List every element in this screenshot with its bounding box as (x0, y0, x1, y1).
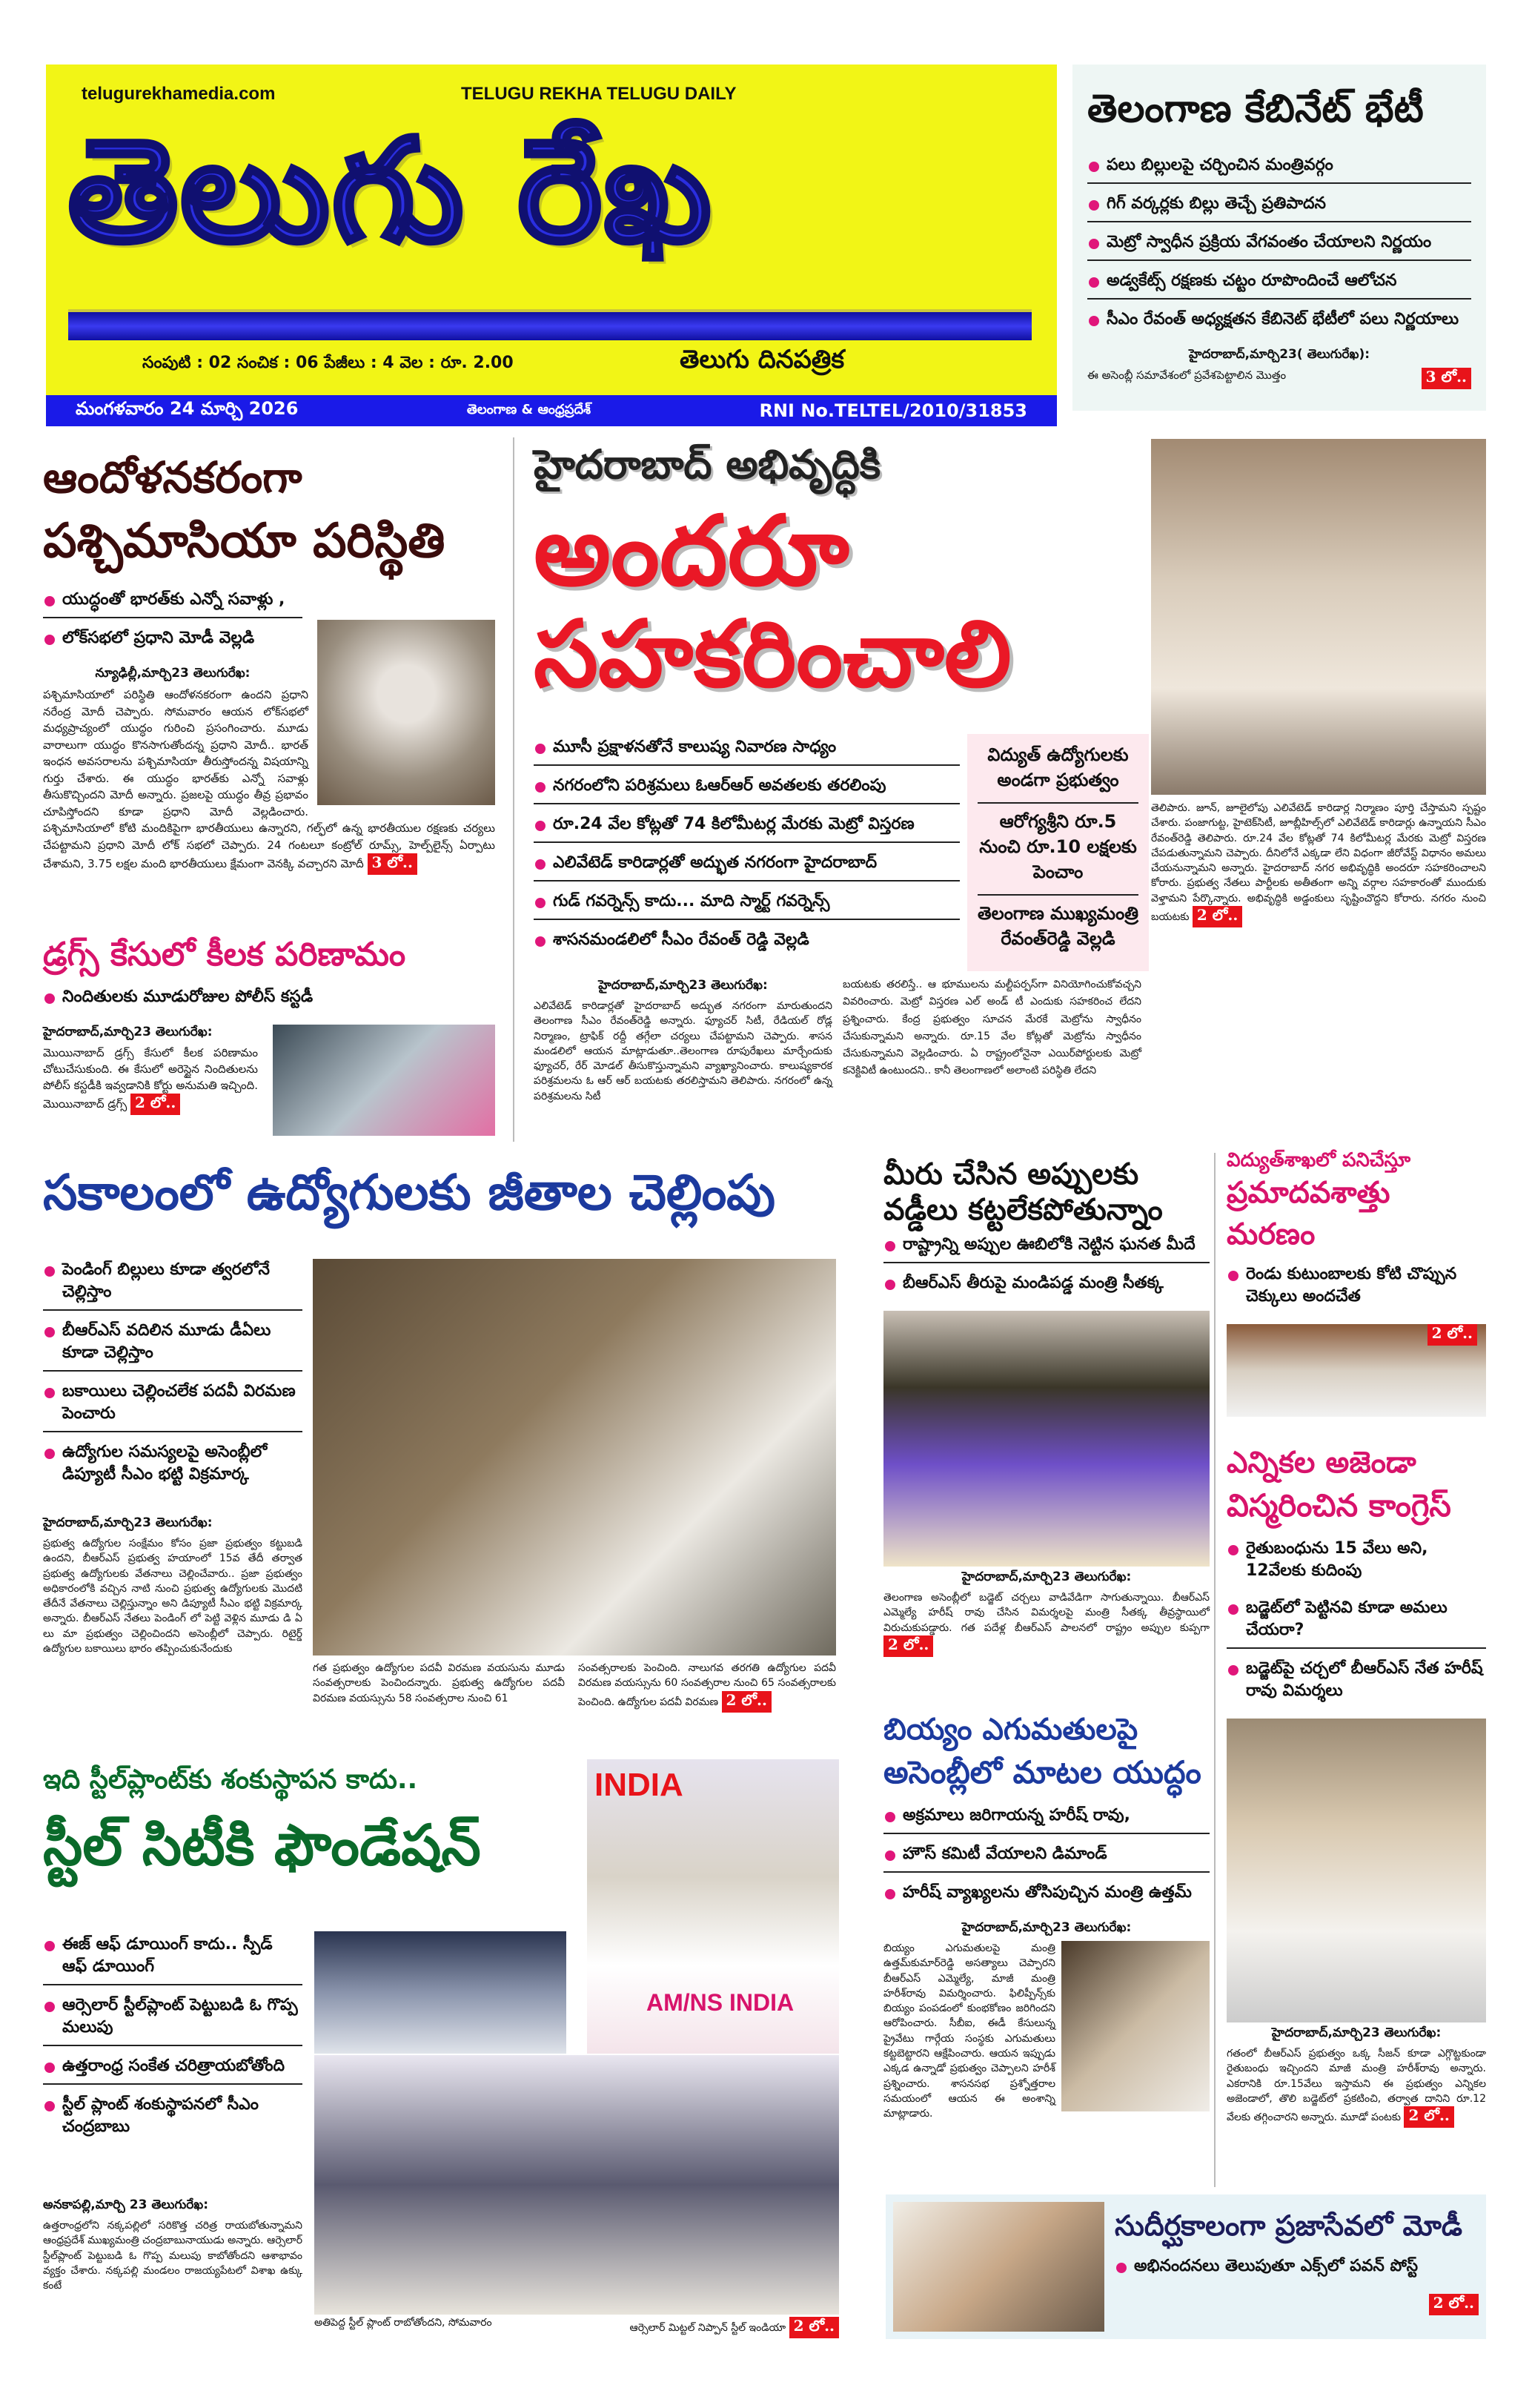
banner-text: INDIA (594, 1767, 683, 1803)
drugs-story (43, 936, 495, 1115)
continued-link[interactable]: 2 లో.. (1427, 1324, 1477, 1346)
column-divider (513, 437, 514, 1142)
modi-photo (317, 620, 495, 805)
bullet: రెండు కుటుంబాలకు కోటి చొప్పున చెక్కులు అందచేత (1227, 1265, 1486, 1314)
bullet: అభినందనలు తెలుపుతూ ఎక్స్‌లో పవన్ పోస్ట్ (1115, 2257, 1479, 2283)
headline-line2: విస్మరించిన కాంగ్రెస్ (1227, 1487, 1451, 1524)
accident-story (1227, 1149, 1486, 1417)
modi-pawan-photo (893, 2202, 1104, 2332)
headline: డ్రగ్స్ కేసులో కీలక పరిణామం (43, 936, 406, 973)
dateline: హైదరాబాద్,మార్చి23 తెలుగురేఖ: (961, 1570, 1132, 1584)
body: గత ప్రభుత్వం ఉద్యోగుల పదవీ విరమణ వయసును మూడు సంవత్సరాలకు పెంచిందన్నారు. ప్రభుత్వ ఉద్యోగుల పదవీ విరమణ వయస్సును 58 సంవత్సరాల నుంచి 61 (313, 1662, 565, 1704)
lead-bullets (534, 738, 960, 968)
bullet: ఉత్తరాంధ్ర సంకేత చరిత్రాయబోతోంది (43, 2057, 302, 2085)
salary-body-continued (578, 1661, 836, 1713)
issue-info: సంపుటి : 02 సంచిక : 06 పేజీలు : 4 వెల : రూ. 2.00 (142, 354, 514, 372)
seethakka-photo (883, 1311, 1210, 1567)
dateline: హైదరాబాద్,మార్చి23 తెలుగురేఖ: (43, 1515, 213, 1530)
cheque-photo (1227, 1324, 1486, 1417)
tagline: తెలుగు దినపత్రిక (680, 345, 845, 374)
body: బియ్యం ఎగుమతులపై మంత్రి ఉత్తమ్‌కుమార్‌రెడ్డి అసత్యాలు చెప్పారని బీఆర్ఎస్ ఎమ్మెల్యే, మాజీ మంత్రి హరీశ్‌రావు విమర్శించారు. ఫిలిప్పీన్స్‌కు బియ్యం పంపడంలో కుంభకోణం జరిగిందని ఆరోపించారు. సీబీఐ, ఈడీ కేసులున్న ప్రైవేటు గార్గేయ సంస్థకు ఎగుమతులు కట్టబెట్టారని ఆక్షేపించారు. ఆయన ఇప్పుడు ఎక్కడ ఉన్నాడో ప్రభుత్వం చెప్పాలని హరీశ్ ప్రశ్నించారు. శాసనసభ ప్రశ్నోత్తరాల సమయంలో ఆయన ఈ అంశాన్ని మాట్లాడారు. (883, 1942, 1055, 2120)
body: గతంలో బీఆర్ఎస్ ప్రభుత్వం ఒక్క సీజన్ కూడా ఎగ్గొట్టకుండా రైతుబంధు ఇచ్చిందని మాజీ మంత్రి హరీశ్‌రావు అన్నారు. ఎకరానికి రూ.15వేలు ఇస్తామని ఈ ప్రభుత్వం ఎన్నికల అజెండాలో, తొలి బడ్జెట్‌లో ప్రకటించి, తర్వాత దానిని రూ.12 వేలకు తగ్గించారని అన్నారు. మూడో పంటకు (1227, 2048, 1486, 2124)
date-bar (46, 395, 1057, 426)
logo-underline (68, 309, 1032, 340)
headline-line2: అసెంబ్లీలో మాటల యుద్ధం (883, 1754, 1201, 1790)
logo: తెలుగు రేఖ (68, 109, 714, 273)
bullet: పెండింగ్ బిల్లులు కూడా త్వరలోనే చెల్లిస్తాం (43, 1260, 302, 1311)
bullet: గుడ్ గవర్నెన్స్ కాదు... మాది స్మార్ట్ గవర్నెన్స్ (534, 892, 960, 920)
dateline: అనకాపల్లి,మార్చి 23 తెలుగురేఖ: (43, 2197, 209, 2212)
kicker: హైదరాబాద్ అభివృద్ధికి (534, 441, 881, 488)
continued-link[interactable]: 2 లో.. (722, 1691, 772, 1713)
bullet: రైతుబంధును 15 వేలు అని, 12వేలకు కుదింపు (1227, 1539, 1486, 1588)
body: ఎలివేటెడ్ కారిడార్లతో హైదరాబాద్ అద్భుత నగరంగా మారుతుందని తెలంగాణ సీఎం రేవంత్‌రెడ్డి అన్నారు. ఫ్యూచర్ సిటీ, రేడియల్ రోడ్ల నిర్మాణం, ట్రాఫిక్ రద్దీ తగ్గేలా చర్యలు చేపట్టామని చెప్పారు. శాసన మండలిలో ఆయన మాట్లాడుతూ..తెలంగాణ రూపురేఖలు మార్చేందుకు ఫ్యూచర్, రేర్ మోడల్ తీసుకొస్తున్నామని వ్యాఖ్యానించారు. కాలుష్యకారక పరిశ్రమలను ఓ ఆర్ ఆర్ బయటకు తరలిస్తామని తెలిపారు. నగరంలో ఉన్న పరిశ్రమలను సిటీ (534, 1000, 832, 1102)
bullet: ఎలివేటెడ్ కారిడార్లతో అద్భుత నగరంగా హైదరాబాద్ (534, 853, 960, 882)
bullet: రాష్ట్రాన్ని అప్పుల ఊబిలోకి నెట్టిన ఘనత మీదే (883, 1235, 1210, 1263)
seethakka-story (883, 1157, 1210, 1657)
lead-body (534, 975, 1141, 1104)
podium-sign: AM/NS INDIA (646, 1989, 795, 2016)
bullet: బకాయిలు చెల్లించలేక పదవీ విరమణ పెంచారు (43, 1382, 302, 1432)
steel-body (43, 2194, 302, 2293)
bullet: లోక్‌సభలో ప్రధాని మోడీ వెల్లడి (43, 629, 302, 655)
body: బయటకు తరలిస్తే.. ఆ భూములను మల్టీపర్పస్‌గా వినియోగించుకోవచ్చని వివరించారు. మెట్రో విస్తరణ ఎల్ అండ్ టీ ఎందుకు సహకరించ లేదని ప్రశ్నించారు. కేంద్ర ప్రభుత్వం సూచన మేరకే మెట్రోను స్వాధీనం చేసుకున్నామని అన్నారు. రూ.15 వేల కోట్లతో మెట్రోను స్వాధీనం చేసుకున్నామని వెల్లడించారు. ఏ రాష్ట్రంలోనైనా ఎయిర్‌పోర్టులకు మెట్రో కనెక్టివిటీ ఉంటుందని.. కానీ తెలంగాణలో అలాంటి పరిస్థితి లేదని (843, 979, 1141, 1077)
bullet: బీఆర్ఎస్ వదిలిన మూడు డీఏలు కూడా చెల్లిస్తాం (43, 1321, 302, 1372)
bullet: బడ్జెట్‌పై చర్చలో బీఆర్ఎస్ నేత హరీష్ రావు విమర్శలు (1227, 1659, 1486, 1708)
bhatti-photo (313, 1259, 836, 1656)
steel-story (43, 1764, 577, 1892)
bullet: స్టీల్ ప్లాంట్ శంకుస్థాపనలో సీఎం చంద్రబాబు (43, 2095, 302, 2144)
bullet: పలు బిల్లులపై చర్చించిన మంత్రివర్గం (1087, 156, 1471, 184)
rice-story (883, 1713, 1210, 2122)
body: పశ్చిమాసియాలో పరిస్థితి ఆందోళనకరంగా ఉందని ప్రధాని నరేంద్ర మోదీ చెప్పారు. సోమవారం ఆయన లోక్‌సభలో మధ్యప్రాచ్యంలో యుద్ధం గురించి ప్రసంగించారు. మూడు వారాలుగా యుద్ధం కొనసాగుతోందన్న ప్రధాని మోదీ.. భారత్ ఇంధన అవసరాలను పశ్చిమాసియా తీరుస్తోందన్న విషయాన్ని గుర్తు చేశారు. ఈ యుద్ధం భారత్‌కు ఎన్నో సవాళ్లు తీసుకొచ్చిందని మోదీ అన్నారు. ప్రజలపై యుద్ధం తీవ్ర ప్రభావం చూపిస్తోందని కూడా ప్రధాని మోదీ వెల్లడించారు. పశ్చిమాసియాలో కోటి మందికిపైగా భారతీయులు ఉన్నారని, గల్ఫ్‌లో ఉన్న భారతీయుల రక్షణకు చర్యలు చేపట్టామని ప్రధాని మోదీ లోక్ సభలో చెప్పారు. 24 గంటలూ కంట్రోల్ రూమ్స్, హెల్ప్‌లైన్స్ ఏర్పాటు చేశామని, 3.75 లక్షల మంది భారతీయులు క్షేమంగా వెనక్కి వచ్చారని మోదీ (43, 688, 495, 870)
side-point: ఆరోగ్యశ్రీని రూ.5 నుంచి రూ.10 లక్షలకు పెంచాం (978, 811, 1138, 896)
lead-sidebar (967, 734, 1149, 971)
modi-story (886, 2194, 1486, 2339)
dateline: హైదరాబాద్,మార్చి23 తెలుగురేఖ: (1271, 2025, 1442, 2040)
bullet: ఈజ్ ఆఫ్ డూయింగ్ కాదు.. స్పీడ్ ఆఫ్ డూయింగ్ (43, 1935, 302, 1985)
dateline: హైదరాబాద్,మార్చి23( తెలుగురేఖ): (1188, 347, 1370, 362)
bullet: మెట్రో స్వాధీన ప్రక్రియ వేగవంతం చేయాలని నిర్ణయం (1087, 233, 1471, 261)
bullet: బడ్జెట్‌లో పెట్టినవి కూడా అమలు చేయరా? (1227, 1598, 1486, 1649)
continued-link[interactable]: 2 లో.. (789, 2317, 839, 2338)
body: తెలంగాణ అసెంబ్లీలో బడ్జెట్ చర్చలు వాడివేడిగా సాగుతున్నాయి. బీఆర్ఎస్ ఎమ్మెల్యే హరీష్ రావు చేసిన విమర్శలపై మంత్రి సీతక్క తీవ్రస్థాయిలో విరుచుకుపడ్డారు. గత పదేళ్ల బీఆర్ఎస్ పాలనలో రాష్ట్రం అప్పుల కుప్పగా (883, 1592, 1210, 1634)
headline-line1: బియ్యం ఎగుమతులపై (883, 1713, 1138, 1747)
bullet: అడ్వకేట్స్ రక్షణకు చట్టం రూపొందించే ఆలోచన (1087, 271, 1471, 300)
body: ఈ అసెంబ్లీ సమావేశంలో ప్రవేశపెట్టాలిన మొత్తం (1087, 368, 1287, 382)
kicker: ఇది స్టీల్‌ప్లాంట్‌కు శంకుస్థాపన కాదు.. (43, 1764, 418, 1795)
body: తెలిపారు. జూన్, జూలైలోపు ఎలివేటెడ్ కారిడార్ల నిర్మాణం పూర్తి చేస్తామని స్పష్టం చేశారు. పంజాగుట్ట, హైటెక్‌సిటీ, జూబ్లీహిల్స్‌లో ఎలివేటెడ్ కారిడార్లు ఉన్నాయని సీఎం రేవంత్‌రెడ్డి తెలిపారు. రూ.24 వేల కోట్లతో 74 కిలోమీటర్ల మేరకు మెట్రో విస్తరణ చేపడుతున్నామని చెప్పారు. దీనిలోనే ఎక్కడా లేని విధంగా జీరోవేస్ట్ విధానం అమలు చేయనున్నామని అన్నారు. హైదరాబాద్ నగర అభివృద్ధికి అందరూ సహకరించాలని కోరారు. ప్రభుత్వ నేతలు పార్టీలకు అతీతంగా అన్ని వర్గాల సహకారంతో ముందుకు వెళ్తామని పేర్కొన్నారు. అభివృద్ధికి అడ్డంకులు సృష్టించొద్దని కోరారు. నగరం నుంచి బయటకు (1151, 802, 1486, 924)
body: ఉత్తరాంధ్రలోని నక్కపల్లిలో సరికొత్త చరిత్ర రాయబోతున్నామని ఆంధ్రప్రదేశ్ ముఖ్యమంత్రి చంద్రబాబునాయుడు అన్నారు. ఆర్సెలార్ స్టీల్‌ప్లాంట్ పెట్టుబడి ఓ గొప్ప మలుపు కాబోతోందని ఆశాభావం వ్యక్తం చేశారు. నక్కపల్లి మండలం రాజయ్యపేటలో విశాఖ ఉక్కు కంటే (43, 2220, 302, 2292)
bullet: మూసీ ప్రక్షాళనతోనే కాలుష్య నివారణ సాధ్యం (534, 738, 960, 766)
headline-line1: అందరూ (534, 494, 849, 607)
states: తెలంగాణ & ఆంధ్రప్రదేశ్ (466, 401, 591, 417)
bullet: అక్రమాలు జరిగాయన్న హరీష్ రావు, (883, 1806, 1210, 1834)
masthead (46, 64, 1057, 395)
drugs-photo (273, 1025, 495, 1136)
bullet: హరీష్ వ్యాఖ్యలను తోసిపుచ్చిన మంత్రి ఉత్తమ్ (883, 1883, 1210, 1910)
bullet: గిగ్ వర్కర్లకు బిల్లు తెచ్చే ప్రతిపాదన (1087, 194, 1471, 222)
salary-bullets (43, 1260, 302, 1502)
website[interactable]: telugurekhamedia.com (82, 84, 276, 104)
salary-body (43, 1512, 302, 1656)
dateline: హైదరాబాద్,మార్చి23 తెలుగురేఖ: (43, 1025, 213, 1039)
steel-bullets (43, 1935, 302, 2154)
headline-line2: పశ్చిమాసియా పరిస్థితి (43, 514, 445, 569)
steel-captions (314, 2317, 839, 2338)
side-point: తెలంగాణ ముఖ్యమంత్రి రేవంత్‌రెడ్డి వెల్లడి (978, 903, 1139, 949)
headline: స్టీల్ సిటీకి ఫౌండేషన్ (43, 1812, 481, 1878)
group-photo (314, 2055, 839, 2315)
continued-link[interactable]: 2 లో.. (1193, 906, 1242, 927)
headline-line1: ఆందోళనకరంగా (43, 452, 302, 503)
uttam-photo (1061, 1941, 1210, 2111)
kicker: విద్యుత్‌శాఖలో పనిచేస్తూ (1227, 1149, 1411, 1171)
body: సంవత్సరాలకు పెంచింది. నాలుగవ తరగతి ఉద్యోగుల పదవీ విరమణ వయస్సును 60 సంవత్సరాల నుంచి 65 సంవత్సరాలకు పెంచింది. ఉద్యోగుల పదవీ విరమణ (578, 1662, 836, 1708)
bullet: ఆర్సెలార్ స్టీల్‌ప్లాంట్ పెట్టుబడి ఓ గొప్ప మలుపు (43, 1996, 302, 2046)
bullet: యుద్ధంతో భారత్‌కు ఎన్నో సవాళ్లు , (43, 590, 302, 618)
revanth-photo (1151, 439, 1486, 795)
headline: మీరు చేసిన అప్పులకు వడ్డీలు కట్టలేకపోతున్నాం (883, 1157, 1163, 1227)
salary-headline: సకాలంలో ఉద్యోగులకు జీతాల చెల్లింపు (43, 1164, 776, 1221)
bullet: నగరంలోని పరిశ్రమలు ఓఆర్ఆర్ అవతలకు తరలింపు (534, 776, 960, 804)
westasia-story (43, 452, 495, 875)
body: అతిపెద్ద స్టీల్ ప్లాంట్ రాబోతోందని, సోమవారం (314, 2317, 492, 2329)
bullet: రూ.24 వేల కోట్లతో 74 కిలోమీటర్ల మేరకు మెట్రో విస్తరణ (534, 815, 960, 843)
english-name: TELUGU REKHA TELUGU DAILY (461, 84, 737, 104)
body: మొయినాబాద్ డ్రగ్స్ కేసులో కీలక పరిణామం చోటుచేసుకుంది. ఈ కేసులో అరెస్టైన నిందితులను పోలీస్ కస్టడీకి ఇవ్వడానికి కోర్టు అనుమతి ఇచ్చింది. మొయినాబాద్ డ్రగ్స్ (43, 1046, 258, 1111)
headline: తెలంగాణ కేబినేట్ భేటీ (1087, 87, 1424, 131)
rni-number: RNI No.TELTEL/2010/31853 (759, 400, 1027, 421)
chandrababu-photo (587, 1759, 839, 2054)
headline-line2: సహకరించాలి (534, 601, 1012, 708)
plant-photo (314, 1931, 566, 2054)
lead-body-continued (1151, 801, 1486, 927)
dateline: న్యూఢిల్లీ,మార్చి23 తెలుగురేఖ: (95, 666, 251, 681)
continued-link[interactable]: 2 లో.. (1404, 2106, 1453, 2128)
continued-link[interactable]: 2 లో.. (883, 1635, 933, 1657)
body: ప్రభుత్వ ఉద్యోగుల సంక్షేమం కోసం ప్రజా ప్రభుత్వం కట్టుబడి ఉందని, బీఆర్ఎస్ ప్రభుత్వ హయాంలో 15వ తేదీ తర్వాత ప్రభుత్వ ఉద్యోగులకు వేతనాలు చెల్లించేవారు.. ప్రజా ప్రభుత్వం అధికారంలోకి వచ్చిన నాటి నుంచి ప్రభుత్వ ఉద్యోగులకు మొదటి తేదీనే వేతనాలు చెల్లిస్తున్నాం అని డిప్యూటీ సీఎం భట్టి విక్రమార్క అన్నారు. బీఆర్ఎస్ నేతలు పెండింగ్ లో పెట్టి వెళ్లిన మూడు డి ఏ లు మా ప్రభుత్వం చెల్లించిందని అసెంబ్లీలో చెప్పారు. రిటైర్డ్ ఉద్యోగుల బకాయిలు భారం తప్పించుకునేందుకు (43, 1538, 302, 1656)
headline: ప్రమాదవశాత్తు మరణం (1227, 1176, 1390, 1251)
headline-line1: ఎన్నికల అజెండా (1227, 1446, 1416, 1480)
bullet: నిందితులకు మూడురోజుల పోలీస్ కస్టడీ (43, 988, 495, 1014)
lead-story (534, 441, 1149, 708)
side-point: విద్యుత్ ఉద్యోగులకు అండగా ప్రభుత్వం (978, 744, 1138, 804)
bullet: బీఆర్ఎస్ తీరుపై మండిపడ్డ మంత్రి సీతక్క (883, 1274, 1210, 1300)
harish-photo (1227, 1719, 1486, 2022)
continued-link[interactable]: 2 లో.. (1429, 2294, 1479, 2315)
bullet: సీఎం రేవంత్ అధ్యక్షతన కేబినెట్ భేటీలో పలు నిర్ణయాలు (1087, 310, 1471, 337)
column-divider (1214, 1153, 1216, 2187)
bullet: శాసనమండలిలో సీఎం రేవంత్ రెడ్డి వెల్లడి (534, 930, 960, 957)
continued-link[interactable]: 3 లో.. (1422, 368, 1471, 389)
headline: సుదీర్ఘకాలంగా ప్రజాసేవలో మోడీ (1115, 2209, 1462, 2242)
date: మంగళవారం 24 మార్చి 2026 (76, 398, 299, 419)
continued-link[interactable]: 2 లో.. (130, 1094, 180, 1115)
bullet: హౌస్ కమిటీ వేయాలని డిమాండ్ (883, 1845, 1210, 1873)
dateline: హైదరాబాద్,మార్చి23 తెలుగురేఖ: (598, 978, 768, 993)
cabinet-story (1072, 64, 1486, 411)
dateline: హైదరాబాద్,మార్చి23 తెలుగురేఖ: (961, 1920, 1132, 1935)
continued-link[interactable]: 3 లో.. (368, 853, 417, 875)
bullet: ఉద్యోగుల సమస్యలపై అసెంబ్లీలో డిప్యూటీ సీఎం భట్టి విక్రమార్క (43, 1443, 302, 1492)
agenda-story (1227, 1446, 1486, 2128)
body: ఆర్సెలార్ మిట్టల్ నిప్పాన్ స్టీల్ ఇండియా (629, 2322, 786, 2334)
